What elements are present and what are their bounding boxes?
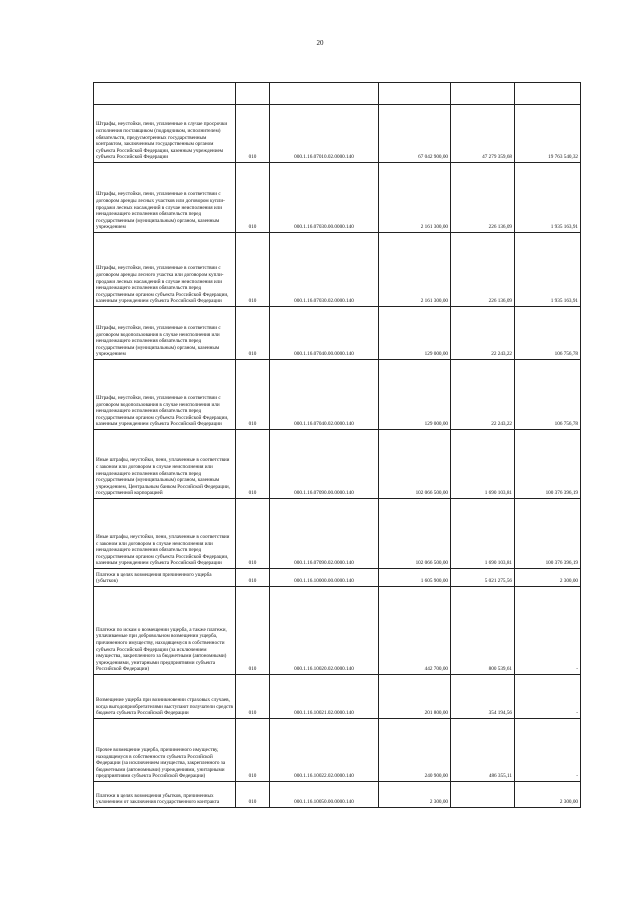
row-budget-code: 000.1.16.07090.02.0000.140 — [270, 499, 379, 569]
row-approved-amount: 240 900,00 — [379, 719, 451, 782]
table-row — [94, 83, 581, 105]
budget-table — [93, 82, 581, 808]
row-unexecuted-amount: 100 376 396,19 — [515, 499, 581, 569]
row-line-code: 010 — [236, 430, 270, 499]
row-line-code: 010 — [236, 360, 270, 430]
row-executed-amount: 354 194,56 — [451, 675, 515, 719]
row-description: Иные штрафы, неустойки, пени, уплаченные в соответствии с законом или договором в случае неисполнения или ненадлежащего исполнения обязательств перед государственным (муниципальным) органом, казенным учреждением, Центральным банком Российской Федерации, государственной корпорацией — [94, 430, 236, 499]
row-line-code: 010 — [236, 719, 270, 782]
row-description: Штрафы, неустойки, пени, уплаченные в случае просрочки исполнения поставщиком (подрядчиком, исполнителем) обязательств, предусмотренных государственным контрактом, заключенным государственным органом субъекта Российской Федерации, казенным учреждением субъекта Российской Федерации — [94, 105, 236, 163]
table-row — [94, 782, 581, 808]
row-executed-amount: 1 690 103,81 — [451, 499, 515, 569]
row-budget-code — [270, 83, 379, 105]
row-unexecuted-amount: 2 300,00 — [515, 782, 581, 808]
row-description: Платежи по искам о возмещении ущерба, а также платежи, уплачиваемые при добровольном возмещении ущерба, причиненного имуществу, находящемуся в собственности субъекта Российской Федерации (за исключением имущества, закрепленного за бюджетными (автономными) учреждениями, унитарными предприятиями субъекта Российской Федерации) — [94, 587, 236, 675]
row-line-code: 010 — [236, 105, 270, 163]
row-unexecuted-amount: 100 376 396,19 — [515, 430, 581, 499]
row-approved-amount: 2 300,00 — [379, 782, 451, 808]
table-row — [94, 163, 581, 233]
row-approved-amount: 201 800,00 — [379, 675, 451, 719]
row-unexecuted-amount: 1 935 163,91 — [515, 163, 581, 233]
row-line-code: 010 — [236, 587, 270, 675]
row-unexecuted-amount: - — [515, 587, 581, 675]
row-budget-code: 000.1.16.07030.02.0000.140 — [270, 233, 379, 307]
row-approved-amount: 1 605 900,00 — [379, 569, 451, 587]
row-description: Платежи в целях возмещения убытков, причиненных уклонением от заключения государственного контракта — [94, 782, 236, 808]
row-description: Платежи в целях возмещения причиненного ущерба (убытков) — [94, 569, 236, 587]
table-row — [94, 675, 581, 719]
row-line-code: 010 — [236, 233, 270, 307]
row-executed-amount: 47 279 359,68 — [451, 105, 515, 163]
page-number: 20 — [316, 39, 324, 47]
row-executed-amount: 1 690 103,81 — [451, 430, 515, 499]
table-row — [94, 430, 581, 499]
row-approved-amount: 67 042 900,00 — [379, 105, 451, 163]
row-budget-code: 000.1.16.10020.02.0000.140 — [270, 587, 379, 675]
row-budget-code: 000.1.16.07010.02.0000.140 — [270, 105, 379, 163]
row-approved-amount: 129 000,00 — [379, 360, 451, 430]
table-row — [94, 587, 581, 675]
row-approved-amount: 102 066 500,00 — [379, 430, 451, 499]
row-approved-amount — [379, 83, 451, 105]
row-description — [94, 83, 236, 105]
table-row — [94, 105, 581, 163]
row-budget-code: 000.1.16.07040.02.0000.140 — [270, 360, 379, 430]
row-description: Иные штрафы, неустойки, пени, уплаченные в соответствии с законом или договором в случае неисполнения или ненадлежащего исполнения обязательств перед государственным органом субъекта Российской Федерации, казенным учреждением субъекта Российской Федерации — [94, 499, 236, 569]
table-row — [94, 499, 581, 569]
row-budget-code: 000.1.16.07090.00.0000.140 — [270, 430, 379, 499]
row-line-code: 010 — [236, 675, 270, 719]
row-unexecuted-amount: 19 763 540,32 — [515, 105, 581, 163]
row-description: Штрафы, неустойки, пени, уплаченные в соответствии с договором аренды лесных участков или договором купли-продажи лесных насаждений в случае неисполнения или ненадлежащего исполнения обязательств перед государственным (муниципальным) органом, казенным учреждением — [94, 163, 236, 233]
row-budget-code: 000.1.16.10000.00.0000.140 — [270, 569, 379, 587]
row-description: Возмещение ущерба при возникновении страховых случаев, когда выгодоприобретателями выступают получатели средств бюджета субъекта Российской Федерации — [94, 675, 236, 719]
row-description: Штрафы, неустойки, пени, уплаченные в соответствии с договором аренды лесного участка или договором купли-продажи лесных насаждений в случае неисполнения или ненадлежащего исполнения обязательств перед государственным органом субъекта Российской Федерации, казенным учреждением субъекта Российской Федерации — [94, 233, 236, 307]
row-line-code: 010 — [236, 569, 270, 587]
row-approved-amount: 129 000,00 — [379, 307, 451, 360]
row-unexecuted-amount: 106 756,78 — [515, 360, 581, 430]
row-executed-amount: 486 355,11 — [451, 719, 515, 782]
table-row — [94, 233, 581, 307]
row-approved-amount: 2 161 300,00 — [379, 233, 451, 307]
row-executed-amount: 226 136,09 — [451, 163, 515, 233]
row-unexecuted-amount: 1 935 163,91 — [515, 233, 581, 307]
table-row — [94, 569, 581, 587]
table-row — [94, 307, 581, 360]
row-budget-code: 000.1.16.10050.00.0000.140 — [270, 782, 379, 808]
row-executed-amount: 22 243,22 — [451, 307, 515, 360]
row-executed-amount: 5 021 275,56 — [451, 569, 515, 587]
row-description: Штрафы, неустойки, пени, уплаченные в соответствии с договором водопользования в случае неисполнения или ненадлежащего исполнения обязательств перед государственным (муниципальным) органом, казенным учреждением — [94, 307, 236, 360]
row-approved-amount: 2 161 300,00 — [379, 163, 451, 233]
row-executed-amount — [451, 782, 515, 808]
row-unexecuted-amount: 106 756,78 — [515, 307, 581, 360]
row-budget-code: 000.1.16.07040.00.0000.140 — [270, 307, 379, 360]
row-executed-amount — [451, 83, 515, 105]
row-executed-amount: 22 243,22 — [451, 360, 515, 430]
row-line-code — [236, 83, 270, 105]
row-line-code: 010 — [236, 499, 270, 569]
table-row — [94, 719, 581, 782]
row-unexecuted-amount — [515, 83, 581, 105]
row-approved-amount: 102 066 500,00 — [379, 499, 451, 569]
row-line-code: 010 — [236, 307, 270, 360]
row-description: Штрафы, неустойки, пени, уплаченные в соответствии с договором водопользования в случае неисполнения или ненадлежащего исполнения обязательств перед государственным органом субъекта Российской Федерации, казенным учреждением субъекта Российской Федерации — [94, 360, 236, 430]
row-unexecuted-amount: - — [515, 675, 581, 719]
table-row — [94, 360, 581, 430]
row-unexecuted-amount: 2 300,00 — [515, 569, 581, 587]
row-budget-code: 000.1.16.10022.02.0000.140 — [270, 719, 379, 782]
row-description: Прочее возмещение ущерба, причиненного имуществу, находящемуся в собственности субъекта Российской Федерации (за исключением имущества, закрепленного за бюджетными (автономными) учреждениями, унитарными предприятиями субъекта Российской Федерации) — [94, 719, 236, 782]
row-line-code: 010 — [236, 163, 270, 233]
row-budget-code: 000.1.16.07030.00.0000.140 — [270, 163, 379, 233]
row-unexecuted-amount: - — [515, 719, 581, 782]
row-executed-amount: 226 136,09 — [451, 233, 515, 307]
row-approved-amount: 442 700,00 — [379, 587, 451, 675]
row-budget-code: 000.1.16.10021.02.0000.140 — [270, 675, 379, 719]
row-line-code: 010 — [236, 782, 270, 808]
row-executed-amount: 800 539,61 — [451, 587, 515, 675]
